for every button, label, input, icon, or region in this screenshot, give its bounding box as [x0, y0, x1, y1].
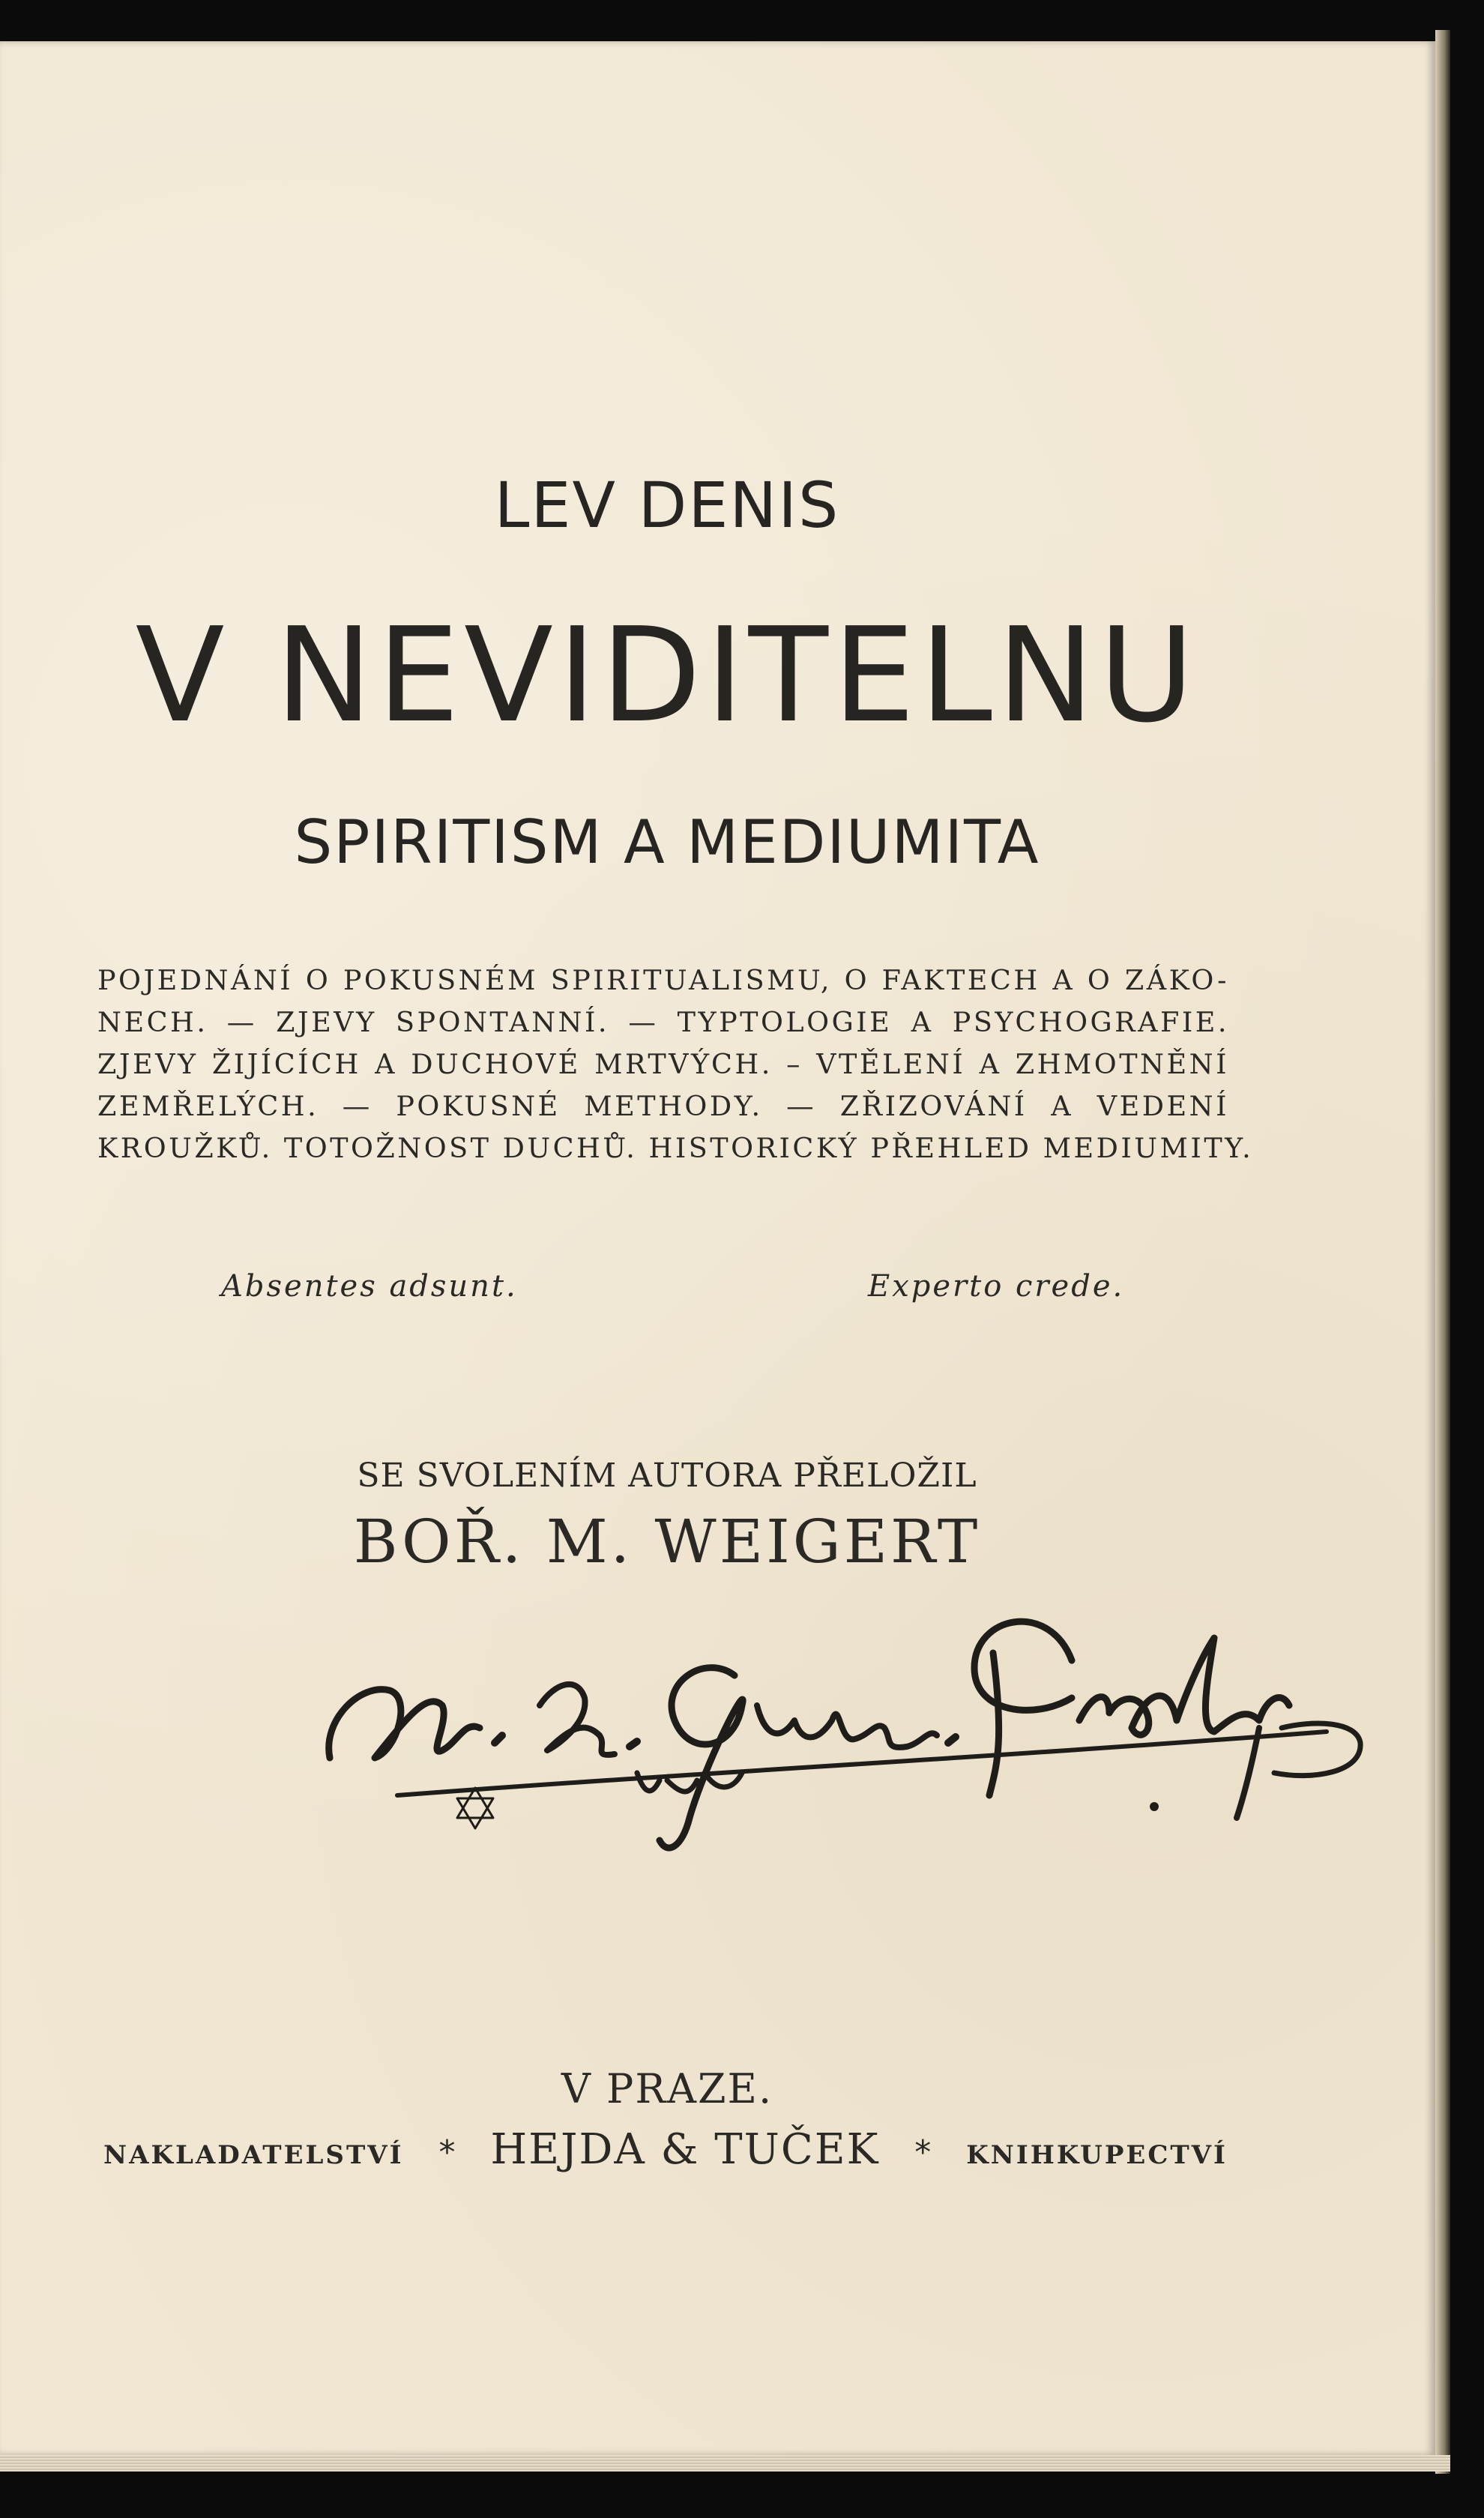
translator-credit: SE SVOLENÍM AUTORA PŘELOŽIL [357, 1457, 977, 1495]
contents-line: KROUŽKŮ. TOTOŽNOST DUCHŮ. HISTORICKÝ PŘEHLED MEDIUMITY. [97, 1132, 1254, 1164]
star-separator: * [438, 2133, 456, 2172]
contents-line: POJEDNÁNÍ O POKUSNÉM SPIRITUALISMU, O FAKTECH A O ZÁKO- [97, 964, 1229, 996]
motto-left: Absentes adsunt. [221, 1269, 518, 1304]
star-separator: * [914, 2133, 932, 2172]
title-page [0, 41, 1435, 2455]
imprint-left: NAKLADATELSTVÍ [103, 2140, 404, 2170]
book-title: V NEVIDITELNU [135, 600, 1199, 752]
page-edge [1435, 30, 1450, 2474]
handwritten-signature [315, 1570, 1364, 1855]
motto-right: Experto crede. [868, 1269, 1125, 1304]
contents-line: ZJEVY ŽIJÍCÍCH A DUCHOVÉ MRTVÝCH. – VTĚLENÍ A ZHMOTNĚNÍ [97, 1048, 1229, 1080]
publisher-name: HEJDA & TUČEK [490, 2125, 880, 2174]
publisher-imprint [103, 2125, 1228, 2174]
contents-line: NECH. — ZJEVY SPONTANNÍ. — TYPTOLOGIE A PSYCHOGRAFIE. [97, 1006, 1229, 1038]
publication-place: V PRAZE. [561, 2065, 773, 2112]
author-name: LEV DENIS [494, 469, 840, 542]
translator-name: BOŘ. M. WEIGERT [353, 1507, 981, 1576]
contents-line: ZEMŘELÝCH. — POKUSNÉ METHODY. — ZŘIZOVÁNÍ A VEDENÍ [97, 1090, 1229, 1122]
page-bottom-edge [0, 2455, 1450, 2472]
book-subtitle: SPIRITISM A MEDIUMITA [294, 807, 1040, 877]
contents-summary [97, 960, 1254, 1169]
imprint-right: KNIHKUPECTVÍ [966, 2140, 1228, 2170]
